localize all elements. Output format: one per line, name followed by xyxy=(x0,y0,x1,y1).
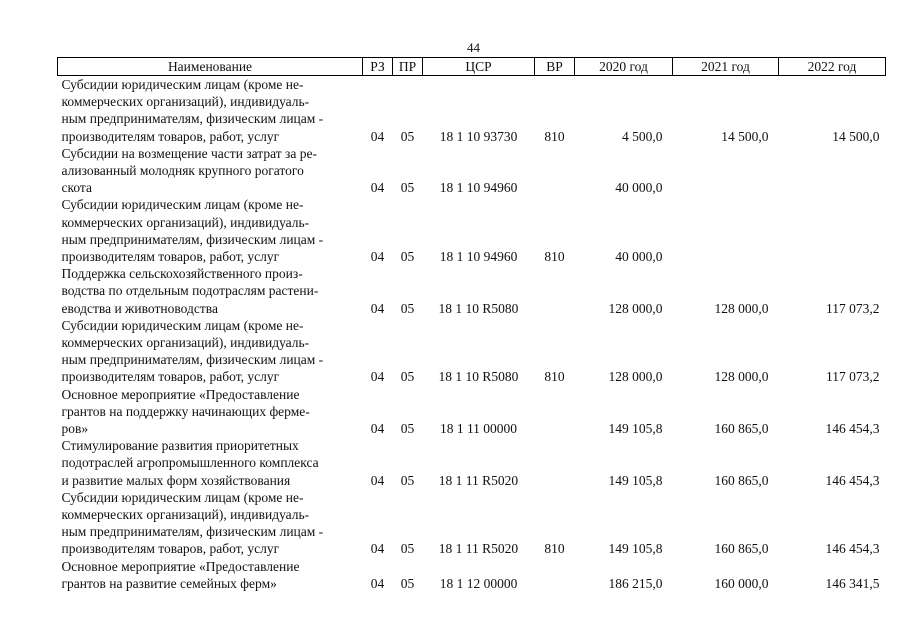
row-csr: 18 1 10 94960 xyxy=(439,249,518,265)
row-2021 xyxy=(673,145,779,197)
table-body xyxy=(58,76,886,593)
row-2022: 117 073,2 xyxy=(826,300,880,316)
row-2021: 160 865,0 xyxy=(714,421,769,437)
row-2020: 4 500,0 xyxy=(622,128,663,144)
row-pr: 05 xyxy=(400,369,415,385)
row-rz: 04 xyxy=(370,180,385,196)
row-csr: 18 1 11 00000 xyxy=(439,421,518,437)
row-2022: 14 500,0 xyxy=(832,128,880,144)
row-2021: 128 000,0 xyxy=(714,300,769,316)
row-pr: 05 xyxy=(400,575,415,591)
row-name: Субсидии юридическим лицам (кроме не- коммерческих организаций), индивидуаль- ным предпринимателям, физическим лицам - производителям товаров, работ, услуг xyxy=(61,317,324,385)
row-pr: 05 xyxy=(400,472,415,488)
row-2020: 40 000,0 xyxy=(615,249,663,265)
row-pr: 05 xyxy=(400,541,415,557)
table-row xyxy=(58,317,886,386)
row-2020: 149 105,8 xyxy=(608,541,663,557)
row-vr: 810 xyxy=(544,541,565,557)
row-name: Стимулирование развития приоритетных подотраслей агропромышленного комплекса и развитие малых форм хозяйствования xyxy=(61,438,319,488)
row-2020: 149 105,8 xyxy=(608,421,663,437)
row-2021: 160 865,0 xyxy=(714,541,769,557)
header-2021: 2021 год xyxy=(673,58,779,76)
row-csr: 18 1 10 94960 xyxy=(439,180,518,196)
row-rz: 04 xyxy=(370,300,385,316)
row-vr xyxy=(535,145,575,197)
row-2021: 14 500,0 xyxy=(721,128,769,144)
row-pr: 05 xyxy=(400,128,415,144)
row-csr: 18 1 11 R5020 xyxy=(438,541,519,557)
row-csr: 18 1 10 R5080 xyxy=(438,300,519,316)
row-vr: 810 xyxy=(544,369,565,385)
table-row xyxy=(58,76,886,145)
table-row xyxy=(58,558,886,592)
row-csr: 18 1 12 00000 xyxy=(439,575,518,591)
row-rz: 04 xyxy=(370,472,385,488)
row-vr xyxy=(535,437,575,489)
row-vr: 810 xyxy=(544,128,565,144)
row-pr: 05 xyxy=(400,421,415,437)
row-rz: 04 xyxy=(370,249,385,265)
row-vr xyxy=(535,386,575,438)
page-number: 44 xyxy=(467,40,480,55)
row-csr: 18 1 11 R5020 xyxy=(438,472,519,488)
table-row xyxy=(58,386,886,438)
row-2022: 146 341,5 xyxy=(825,575,880,591)
row-name: Субсидии юридическим лицам (кроме не- коммерческих организаций), индивидуаль- ным предпринимателям, физическим лицам - производителям товаров, работ, услуг xyxy=(61,197,324,265)
row-2020: 40 000,0 xyxy=(615,180,663,196)
row-2022 xyxy=(779,196,886,265)
row-2022: 146 454,3 xyxy=(825,541,880,557)
table-row xyxy=(58,437,886,489)
budget-table xyxy=(57,57,886,592)
table-row xyxy=(58,489,886,558)
row-2020: 149 105,8 xyxy=(608,472,663,488)
row-2020: 128 000,0 xyxy=(608,369,663,385)
row-2020: 128 000,0 xyxy=(608,300,663,316)
row-rz: 04 xyxy=(370,421,385,437)
row-2021 xyxy=(673,196,779,265)
header-vr: ВР xyxy=(535,58,575,76)
row-rz: 04 xyxy=(370,575,385,591)
table-header-row xyxy=(58,58,886,76)
row-name: Поддержка сельскохозяйственного произ- водства по отдельным подотраслям растени- еводства и животноводства xyxy=(61,266,319,316)
row-pr: 05 xyxy=(400,249,415,265)
header-pr: ПР xyxy=(393,58,423,76)
row-2020: 186 215,0 xyxy=(608,575,663,591)
row-name: Основное мероприятие «Предоставление грантов на поддержку начинающих фермe- ров» xyxy=(61,386,310,437)
row-2021: 160 000,0 xyxy=(714,575,769,591)
row-vr xyxy=(535,558,575,592)
table-row xyxy=(58,196,886,265)
row-name: Основное мероприятие «Предоставление грантов на развитие семейных ферм» xyxy=(61,558,300,591)
row-2022 xyxy=(779,145,886,197)
row-pr: 05 xyxy=(400,180,415,196)
row-2022: 117 073,2 xyxy=(826,369,880,385)
row-2022: 146 454,3 xyxy=(825,472,880,488)
header-2022: 2022 год xyxy=(779,58,886,76)
row-name: Субсидии на возмещение части затрат за ре- ализованный молодняк крупного рогатого скота xyxy=(61,145,317,196)
header-rz: РЗ xyxy=(363,58,393,76)
row-csr: 18 1 10 93730 xyxy=(439,128,518,144)
header-name: Наименование xyxy=(58,58,363,76)
table-row xyxy=(58,265,886,317)
header-csr: ЦСР xyxy=(423,58,535,76)
row-pr: 05 xyxy=(400,300,415,316)
row-2022: 146 454,3 xyxy=(825,421,880,437)
row-vr xyxy=(535,265,575,317)
row-2021: 128 000,0 xyxy=(714,369,769,385)
table-row xyxy=(58,145,886,197)
row-2021: 160 865,0 xyxy=(714,472,769,488)
row-vr: 810 xyxy=(544,249,565,265)
header-2020: 2020 год xyxy=(575,58,673,76)
row-name: Субсидии юридическим лицам (кроме не- коммерческих организаций), индивидуаль- ным предпринимателям, физическим лицам - производителям товаров, работ, услуг xyxy=(61,489,324,557)
row-csr: 18 1 10 R5080 xyxy=(438,369,519,385)
row-name: Субсидии юридическим лицам (кроме не- коммерческих организаций), индивидуаль- ным предпринимателям, физическим лицам - производителям товаров, работ, услуг xyxy=(61,77,324,144)
row-rz: 04 xyxy=(370,369,385,385)
row-rz: 04 xyxy=(370,541,385,557)
row-rz: 04 xyxy=(370,128,385,144)
